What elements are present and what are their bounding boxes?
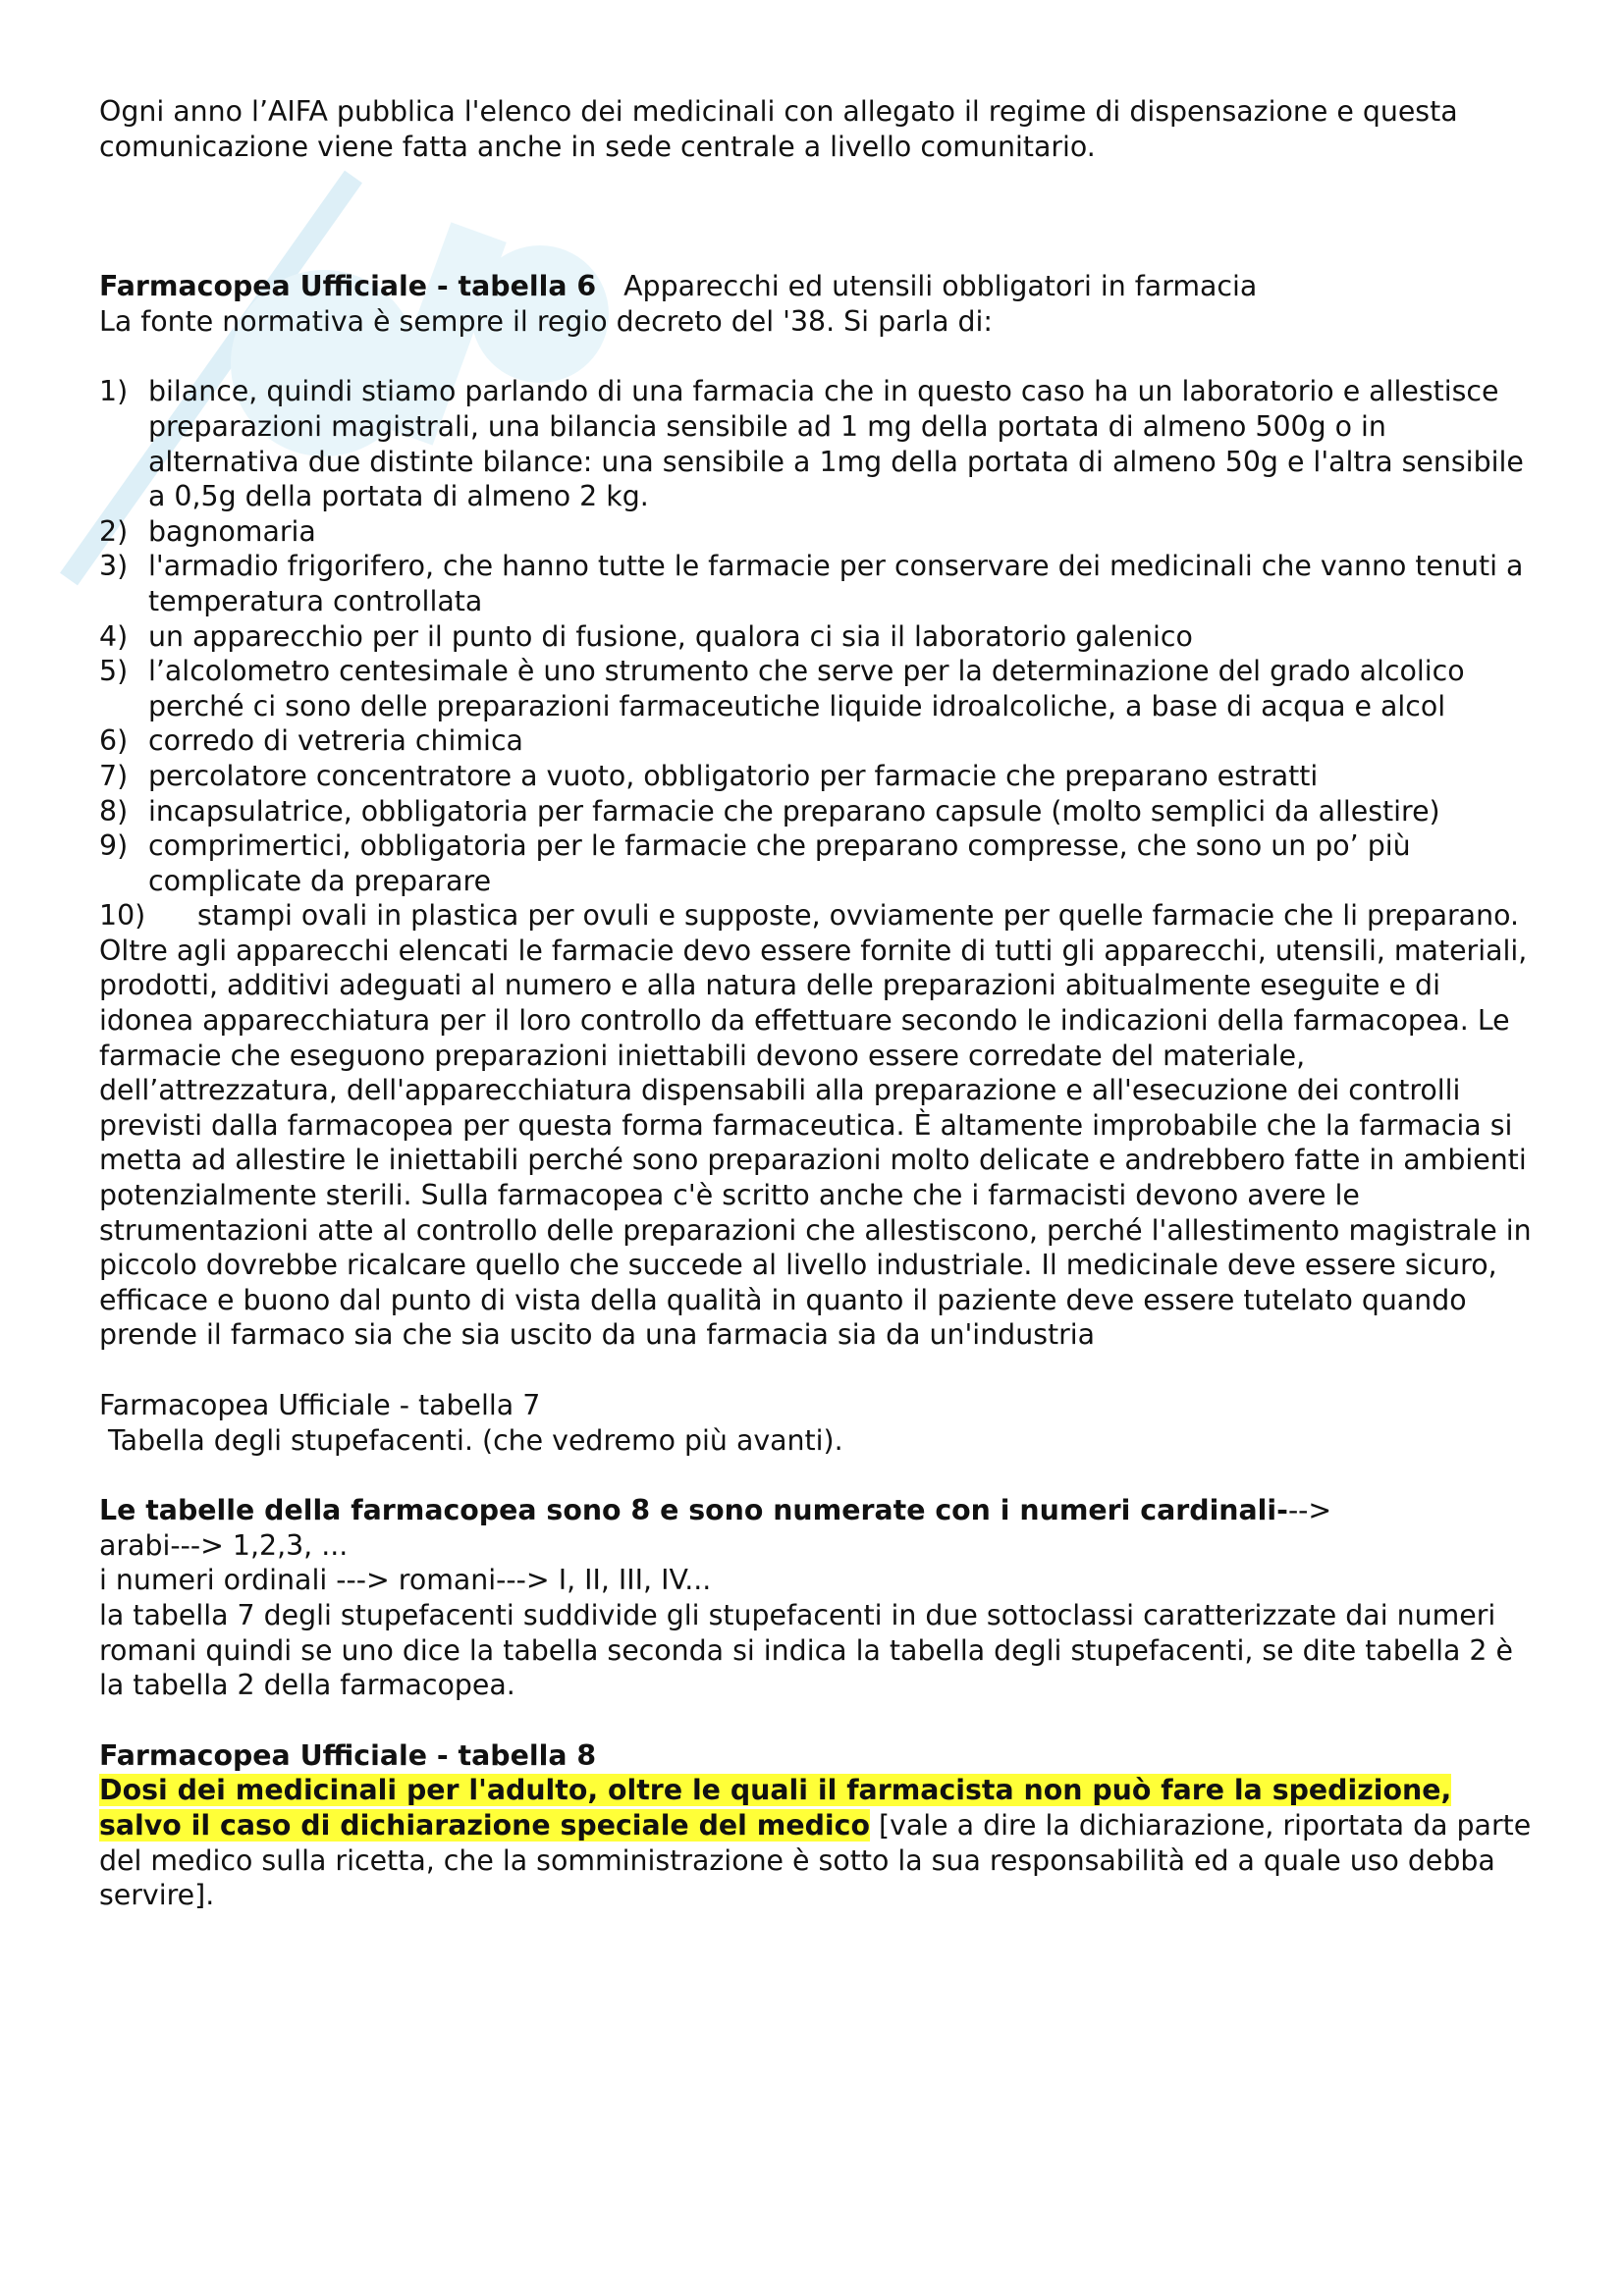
section-6-title: Farmacopea Ufficiale - tabella 6 bbox=[99, 270, 597, 303]
section-6-paragraph: Oltre agli apparecchi elencati le farmacie devo essere fornite di tutti gli apparecchi, utensili, materiali, prodotti, additivi adeguati al numero e alla natura delle preparazioni abitualmente eseguite e di idonea apparecchiatura per il loro controllo da effettuare secondo le indicazioni della farmacopea. Le farmacie che eseguono preparazioni iniettabili devono essere corredate del materiale, dell’attrezzatura, dell'apparecchiatura dispensabili alla preparazione e all'esecuzione dei controlli previsti dalla farmacopea per questa forma farmaceutica. È altamente improbabile che la farmacia si metta ad allestire le iniettabili perché sono preparazioni molto delicate e andrebbero fatte in ambienti potenzialmente sterili. Sulla farmacopea c'è scritto anche che i farmacisti devono avere le strumentazioni atte al controllo delle preparazioni che allestiscono, perché l'allestimento magistrale in piccolo dovrebbe ricalcare quello che succede al livello industriale. Il medicinale deve essere sicuro, efficace e buono dal punto di vista della qualità in quanto il paziente deve essere tutelato quando prende il farmaco sia che sia uscito da una farmacia sia da un'industria bbox=[99, 934, 1532, 1352]
section-6-subtitle: Apparecchi ed utensili obbligatori in farmacia bbox=[623, 270, 1258, 303]
list-item: 10) stampi ovali in plastica per ovuli e supposte, ovviamente per quelle farmacie che li preparano. bbox=[99, 899, 1519, 933]
list-item: 2) bagnomaria bbox=[99, 514, 316, 548]
section-7-subtitle: Tabella degli stupefacenti. (che vedremo più avanti). bbox=[99, 1423, 843, 1457]
section-7-title: Farmacopea Ufficiale - tabella 7 bbox=[99, 1389, 541, 1421]
list-item: 7) percolatore concentratore a vuoto, obbligatorio per farmacie che preparano estratti bbox=[99, 759, 1319, 792]
equipment-list bbox=[99, 374, 1533, 934]
numbering-paragraph: la tabella 7 degli stupefacenti suddivide gli stupefacenti in due sottoclassi caratterizzate dai numeri romani quindi se uno dice la tabella seconda si indica la tabella degli stupefacenti, se dite tabella 2 è la tabella 2 della farmacopea. bbox=[99, 1598, 1513, 1702]
highlighted-text: Dosi dei medicinali per l'adulto, oltre le quali il farmacista non può fare la spedizione, salvo il caso di dichiarazione speciale del medico bbox=[99, 1774, 1452, 1842]
list-item: 3) l'armadio frigorifero, che hanno tutte le farmacie per conservare dei medicinali che vanno tenuti a temperatura controllata bbox=[99, 550, 1524, 617]
section-8-title: Farmacopea Ufficiale - tabella 8 bbox=[99, 1738, 597, 1772]
numbering-line-2: arabi---> 1,2,3, ... bbox=[99, 1528, 349, 1562]
list-item: 6) corredo di vetreria chimica bbox=[99, 724, 523, 758]
numbering-line-3: i numeri ordinali ---> romani---> I, II, III, IV... bbox=[99, 1564, 712, 1597]
list-item: 4) un apparecchio per il punto di fusione, qualora ci sia il laboratorio galenico bbox=[99, 619, 1193, 653]
intro-paragraph: Ogni anno l’AIFA pubblica l'elenco dei medicinali con allegato il regime di dispensazione e questa comunicazione viene fatta anche in sede centrale a livello comunitario. bbox=[99, 95, 1458, 163]
section-8-paragraph bbox=[99, 1773, 1533, 1912]
list-item: 9) comprimertici, obbligatoria per le farmacie che preparano compresse, che sono un po’ più complicate da preparare bbox=[99, 829, 1411, 897]
section-8-rest: [vale a dire la dichiarazione, riportata da parte del medico sulla ricetta, che la somministrazione è sotto la sua responsabilità ed a quale uso debba servire]. bbox=[99, 1808, 1532, 1912]
section-6-heading bbox=[99, 269, 1533, 304]
numbering-heading bbox=[99, 1493, 1533, 1528]
document-page bbox=[99, 94, 1533, 1913]
section-6-source: La fonte normativa è sempre il regio decreto del '38. Si parla di: bbox=[99, 304, 993, 338]
list-item: 1) bilance, quindi stiamo parlando di una farmacia che in questo caso ha un laboratorio e allestisce preparazioni magistrali, una bilancia sensibile ad 1 mg della portata di almeno 500g o in alternativa due distinte bilance: una sensibile a 1mg della portata di almeno 50g e l'altra sensibile a 0,5g della portata di almeno 2 kg. bbox=[99, 375, 1524, 513]
numbering-arrow: --> bbox=[1287, 1494, 1332, 1527]
list-item: 8) incapsulatrice, obbligatoria per farmacie che preparano capsule (molto semplici da allestire) bbox=[99, 794, 1440, 828]
list-item: 5) l’alcolometro centesimale è uno strumento che serve per la determinazione del grado alcolico perché ci sono delle preparazioni farmaceutiche liquide idroalcoliche, a base di acqua e alcol bbox=[99, 655, 1465, 722]
numbering-bold-line: Le tabelle della farmacopea sono 8 e sono numerate con i numeri cardinali- bbox=[99, 1494, 1288, 1527]
